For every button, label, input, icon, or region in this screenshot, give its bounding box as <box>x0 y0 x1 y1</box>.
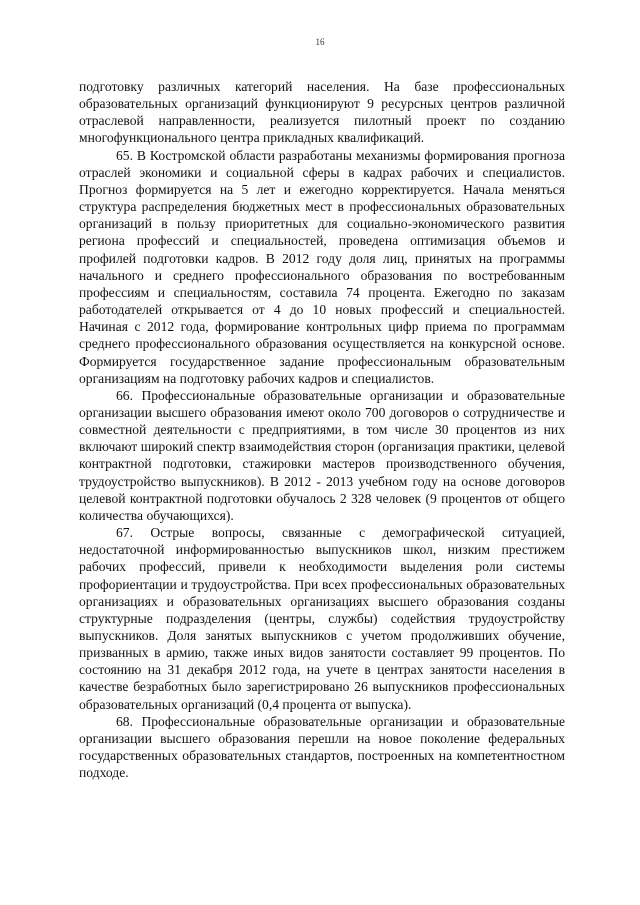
paragraph-68: 68. Профессиональные образовательные организации и образовательные организации высшего образования перешли на новое поколение федеральных государственных образовательных стандартов, построенных на компетентностном подходе. <box>79 713 565 781</box>
page-number: 16 <box>315 37 325 47</box>
paragraph-65: 65. В Костромской области разработаны механизмы формирования прогноза отраслей экономики и социальной сферы в кадрах рабочих и специалистов. Прогноз формируется на 5 лет и ежегодно корректируется. Начала меняться структура распределения бюджетных мест в профессиональных образовательных организаций в пользу приоритетных для социально-экономического развития региона профессий и специальностей, проведена оптимизация объемов и профилей подготовки кадров. В 2012 году доля лиц, принятых на программы начального и среднего профессионального образования по востребованным профессиям и специальностям, составила 74 процента. Ежегодно по заказам работодателей открывается от 4 до 10 новых профессий и специальностей. Начиная с 2012 года, формирование контрольных цифр приема по программам среднего профессионального образования осуществляется на конкурсной основе. Формируется государственное задание профессиональным образовательным организациям на подготовку рабочих кадров и специалистов. <box>79 147 565 386</box>
page-body <box>79 78 565 781</box>
paragraph-67: 67. Острые вопросы, связанные с демографической ситуацией, недостаточной информированностью выпускников школ, низким престижем рабочих профессий, привели к необходимости выделения роли системы профориентации и трудоустройства. При всех профессиональных образовательных организациях и образовательных организациях высшего образования созданы структурные подразделения (центры, службы) содействия трудоустройству выпускников. Доля занятых выпускников с учетом продолживших обучение, призванных в армию, также иных видов занятости составляет 99 процентов. По состоянию на 31 декабря 2012 года, на учете в центрах занятости населения в качестве безработных было зарегистрировано 26 выпускников профессиональных образовательных организаций (0,4 процента от выпуска). <box>79 525 565 712</box>
paragraph-66: 66. Профессиональные образовательные организации и образовательные организации высшего образования имеют около 700 договоров о сотрудничестве и совместной деятельности с предприятиями, в том числе 30 процентов из них включают широкий спектр взаимодействия сторон (организация практики, целевой контрактной подготовки, стажировки мастеров производственного обучения, трудоустройство выпускников). В 2012 - 2013 учебном году на основе договоров целевой контрактной подготовки обучалось 2 328 человек (9 процентов от общего количества обучающихся). <box>79 387 565 523</box>
paragraph-continuation: подготовку различных категорий населения. На базе профессиональных образовательных организаций функционируют 9 ресурсных центров различной отраслевой направленности, реализуется пилотный проект по созданию многофункционального центра прикладных квалификаций. <box>79 79 565 146</box>
